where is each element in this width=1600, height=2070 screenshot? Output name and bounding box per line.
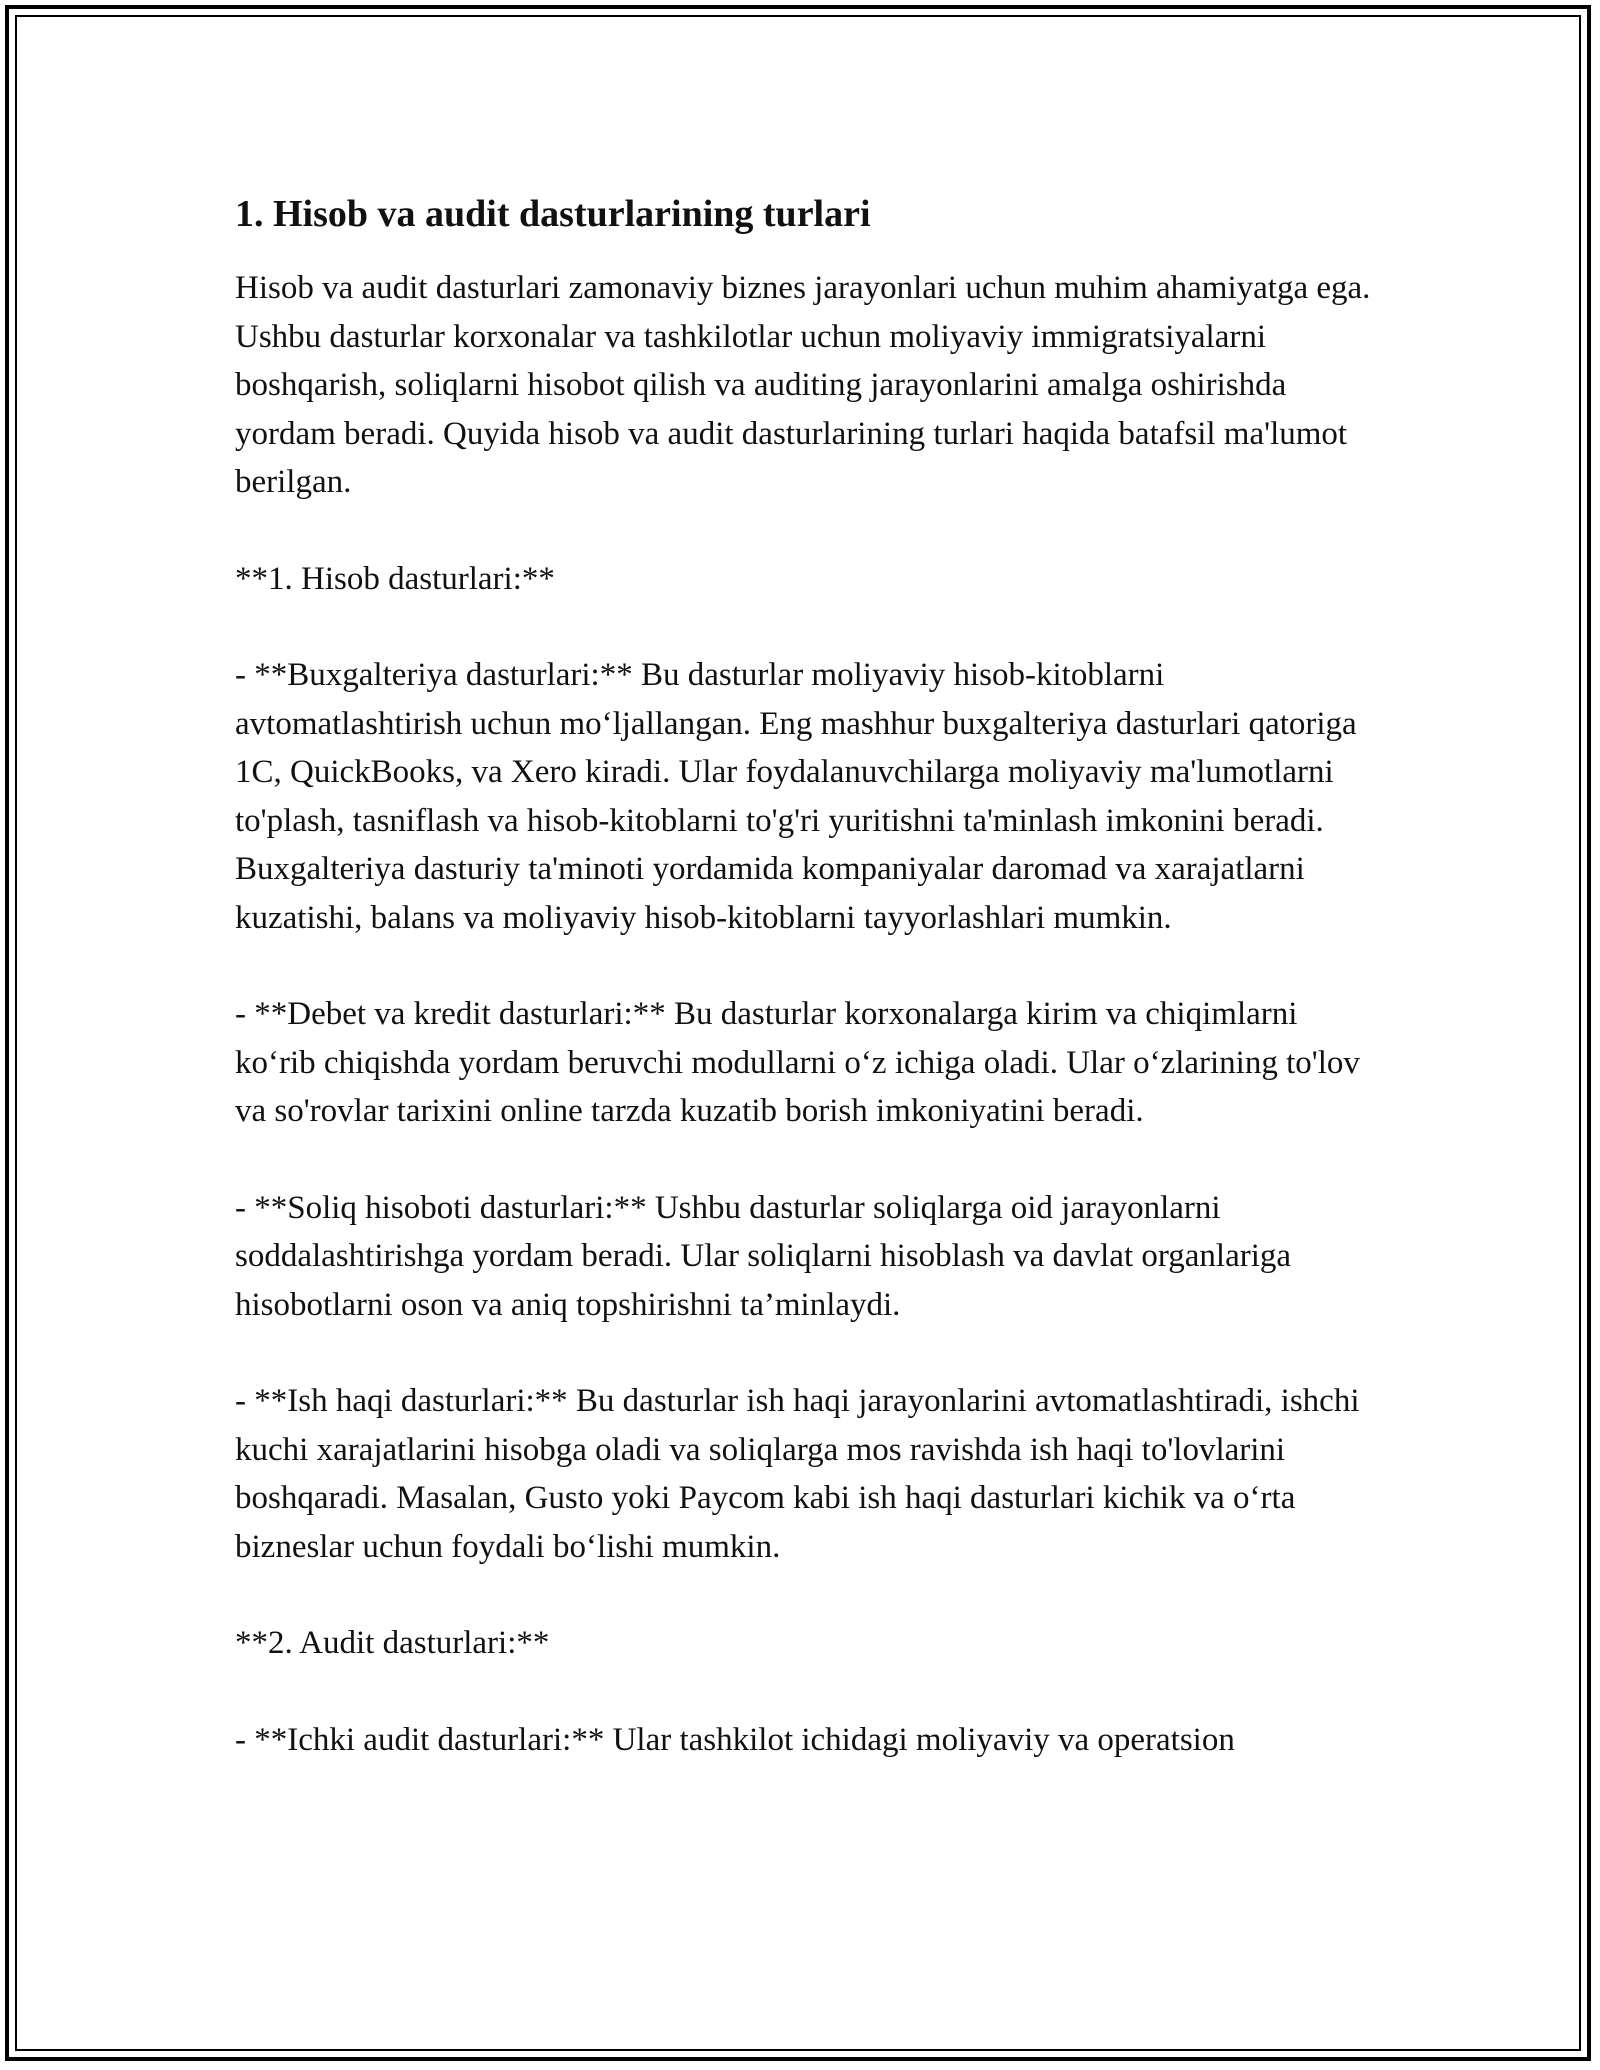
intro-paragraph: Hisob va audit dasturlari zamonaviy biznes jarayonlari uchun muhim ahamiyatga ega. Ushbu dasturlar korxonalar va tashkilotlar uchun moliyaviy immigratsiyalarni boshqarish, soliqlarni hisobot qilish va auditing jarayonlarini amalga oshirishda yordam beradi. Quyida hisob va audit dasturlarining turlari haqida batafsil ma'lumot berilgan. <box>235 270 1371 500</box>
paragraph-ichki-audit: - **Ichki audit dasturlari:** Ular tashkilot ichidagi moliyaviy va operatsion <box>235 1721 1235 1758</box>
subheading-hisob-dasturlari: **1. Hisob dasturlari:** <box>235 560 555 597</box>
paragraph-soliq-hisoboti: - **Soliq hisoboti dasturlari:** Ushbu dasturlar soliqlarga oid jarayonlarni soddalashtirishga yordam beradi. Ular soliqlarni hisoblash va davlat organlariga hisobotlarni oson va aniq topshirishni ta’minlaydi. <box>235 1189 1292 1323</box>
paragraph-debet-kredit: - **Debet va kredit dasturlari:** Bu dasturlar korxonalarga kirim va chiqimlarni koʻrib chiqishda yordam beruvchi modullarni oʻz ichiga oladi. Ular oʻzlarining to'lov va so'rovlar tarixini online tarzda kuzatib borish imkoniyatini beradi. <box>235 996 1360 1129</box>
paragraph-ish-haqi: - **Ish haqi dasturlari:** Bu dasturlar ish haqi jarayonlarini avtomatlashtiradi, ishchi kuchi xarajatlarini hisobga oladi va soliqlarga mos ravishda ish haqi to'lovlarini boshqaradi. Masalan, Gusto yoki Paycom kabi ish haqi dasturlari kichik va oʻrta bizneslar uchun foydali boʻlishi mumkin. <box>235 1383 1360 1565</box>
section-heading: 1. Hisob va audit dasturlarining turlari <box>235 193 871 235</box>
subheading-audit-dasturlari: **2. Audit dasturlari:** <box>235 1625 550 1661</box>
paragraph-buxgalteriya: - **Buxgalteriya dasturlari:** Bu dasturlar moliyaviy hisob-kitoblarni avtomatlashtirish uchun moʻljallangan. Eng mashhur buxgalteriya dasturlari qatoriga 1C, QuickBooks, va Xero kiradi. Ular foydalanuvchilarga moliyaviy ma'lumotlarni to'plash, tasniflash va hisob-kitoblarni to'g'ri yuritishni ta'minlash imkonini beradi. Buxgalteriya dasturiy ta'minoti yordamida kompaniyalar daromad va xarajatlarni kuzatishi, balans va moliyaviy hisob-kitoblarni tayyorlashlari mumkin. <box>235 657 1357 936</box>
document-body <box>235 186 1375 1812</box>
